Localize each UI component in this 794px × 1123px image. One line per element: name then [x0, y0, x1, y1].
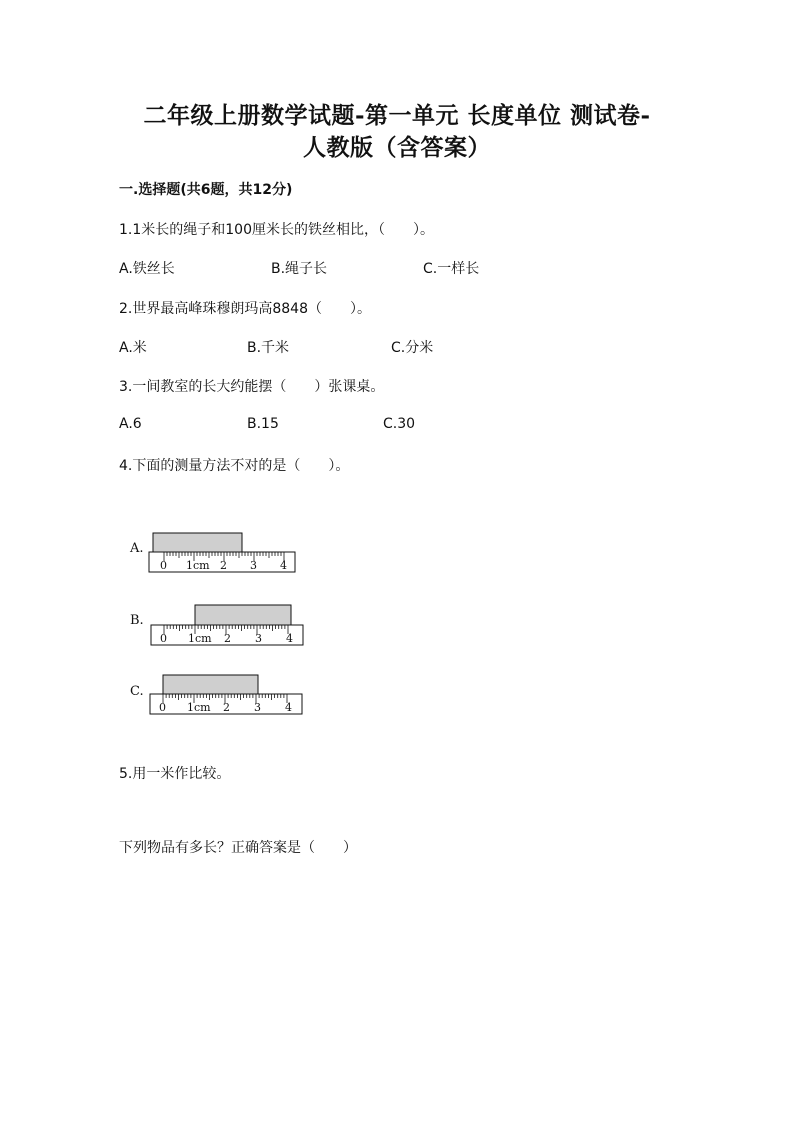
figure-a-tick-1: 1cm [186, 559, 210, 572]
figure-c-measured-bar [163, 675, 258, 694]
section-heading: 一.选择题(共6题，共12分) [119, 182, 293, 198]
figure-a-tick-0: 0 [160, 559, 167, 572]
figure-c-ruler [149, 674, 304, 716]
question-1-option-c: C.一样长 [423, 261, 480, 277]
figure-b-tick-1: 1cm [188, 632, 212, 645]
figure-b-tick-3: 3 [255, 632, 262, 645]
figure-c-label: C. [130, 684, 144, 699]
figure-c-tick-0: 0 [159, 701, 166, 714]
question-1-option-a: A.铁丝长 [119, 261, 175, 277]
figure-c-tick-1: 1cm [187, 701, 211, 714]
figure-b-label: B. [130, 613, 144, 628]
figure-b-tick-0: 0 [160, 632, 167, 645]
question-2-option-c: C.分米 [391, 340, 434, 356]
figure-c-tick-2: 2 [223, 701, 230, 714]
figure-c-tick-3: 3 [254, 701, 261, 714]
question-3-option-b: B.15 [247, 416, 279, 432]
question-2-option-a: A.米 [119, 340, 147, 356]
question-2-stem: 2.世界最高峰珠穆朗玛高8848（ ）。 [119, 301, 371, 317]
figure-a-ruler [148, 532, 298, 574]
figure-c-tick-4: 4 [285, 701, 292, 714]
figure-b-tick-2: 2 [224, 632, 231, 645]
question-3-option-c: C.30 [383, 416, 416, 432]
question-4-stem: 4.下面的测量方法不对的是（ ）。 [119, 458, 350, 474]
figure-a-measured-bar [153, 533, 242, 552]
worksheet-title-line-1: 二年级上册数学试题-第一单元 长度单位 测试卷- [143, 102, 651, 129]
question-1-option-b: B.绳子长 [271, 261, 328, 277]
figure-b-ruler [150, 604, 305, 646]
question-1-stem: 1.1米长的绳子和100厘米长的铁丝相比，（ ）。 [119, 222, 434, 238]
question-5-stem: 5.用一米作比较。 [119, 766, 231, 782]
figure-b-measured-bar [195, 605, 291, 625]
figure-a-label: A. [130, 541, 144, 556]
figure-a-tick-4: 4 [280, 559, 287, 572]
question-3-option-a: A.6 [119, 416, 142, 432]
question-3-stem: 3.一间教室的长大约能摆（ ）张课桌。 [119, 379, 385, 395]
question-2-option-b: B.千米 [247, 340, 290, 356]
figure-b-tick-4: 4 [286, 632, 293, 645]
figure-a-tick-2: 2 [220, 559, 227, 572]
figure-a-tick-3: 3 [250, 559, 257, 572]
worksheet-title-line-2: 人教版（含答案） [303, 134, 491, 161]
question-5-subprompt: 下列物品有多长？正确答案是（ ） [119, 840, 357, 856]
